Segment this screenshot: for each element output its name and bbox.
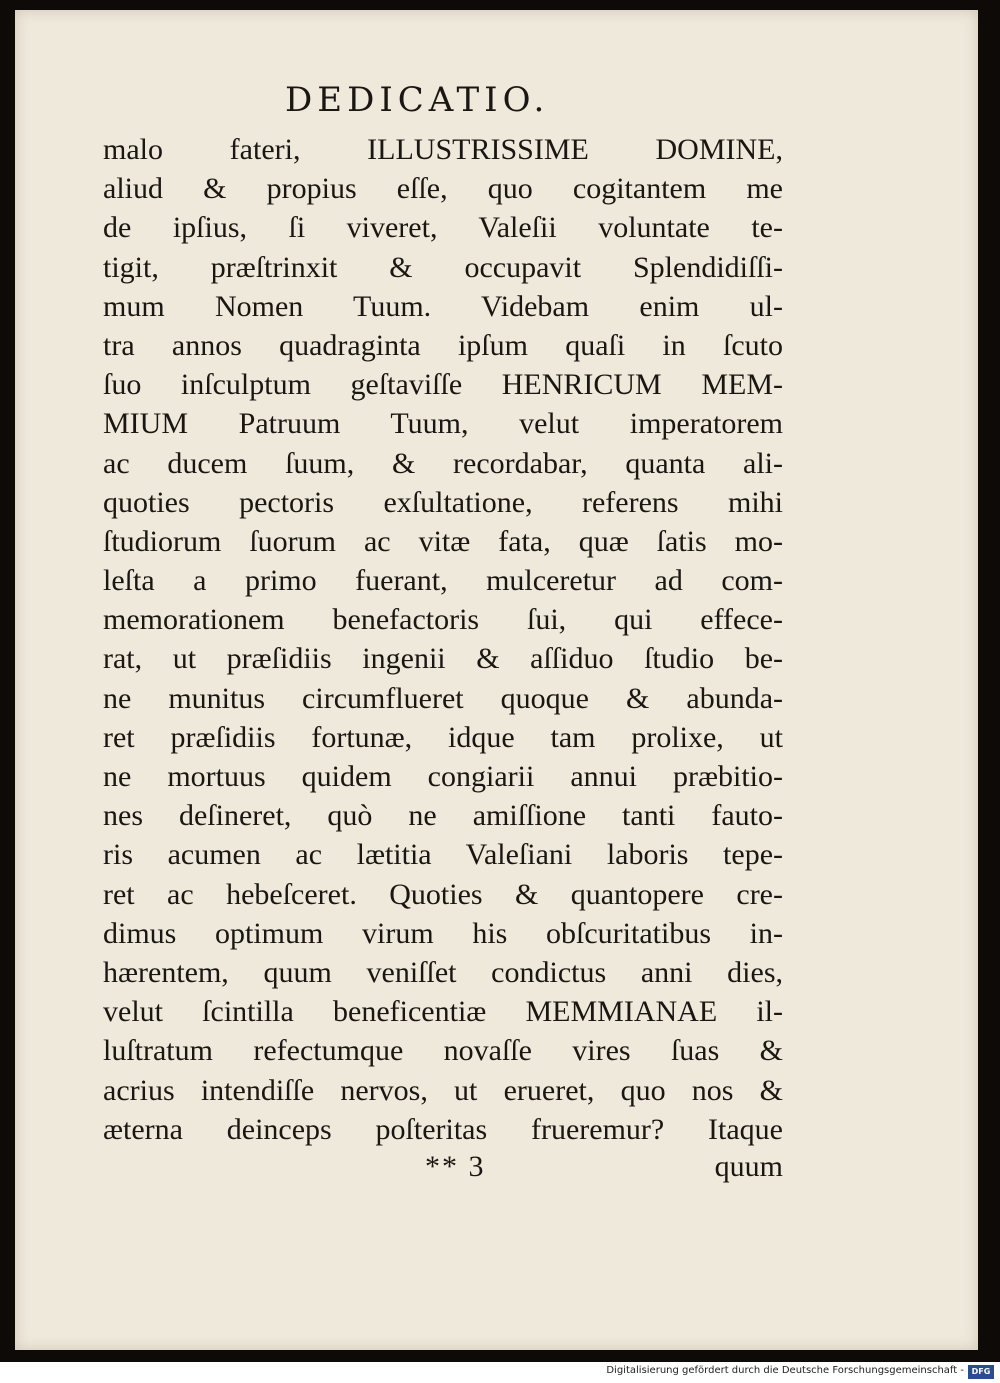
book-page xyxy=(15,10,978,1350)
text-line: ac ducem ſuum, & recordabar, quanta ali- xyxy=(103,446,783,480)
text-line: ret ac hebeſceret. Quoties & quantopere cre- xyxy=(103,877,783,911)
digitization-footer xyxy=(0,1362,1000,1383)
text-line: mum Nomen Tuum. Videbam enim ul- xyxy=(103,289,783,323)
text-line: MIUM Patruum Tuum, velut imperatorem xyxy=(103,407,783,441)
text-line: quoties pectoris exſultatione, referens mihi xyxy=(103,485,783,519)
text-line: luſtratum refectumque novaſſe vires ſuas & xyxy=(103,1034,783,1068)
text-line: rat, ut præſidiis ingenii & aſſiduo ſtudio be- xyxy=(103,642,783,676)
signature-mark: ** 3 xyxy=(425,1150,486,1183)
text-line: ne munitus circumflueret quoque & abunda- xyxy=(103,681,783,715)
text-line: ſtudiorum ſuorum ac vitæ fata, quæ ſatis mo- xyxy=(103,524,783,558)
text-line: æterna deinceps poſteritas frueremur? Itaque xyxy=(103,1112,783,1146)
text-line: hærentem, quum veniſſet condictus anni dies, xyxy=(103,955,783,989)
catchword: quum xyxy=(714,1150,783,1183)
text-line: ret præſidiis fortunæ, idque tam prolixe, ut xyxy=(103,720,783,754)
text-line: dimus optimum virum his obſcuritatibus in- xyxy=(103,916,783,950)
text-line: ris acumen ac lætitia Valeſiani laboris tepe- xyxy=(103,838,783,872)
text-line: leſta a primo fuerant, mulceretur ad com- xyxy=(103,564,783,598)
text-line: acrius intendiſſe nervos, ut erueret, quo nos & xyxy=(103,1073,783,1107)
text-line: memorationem benefactoris ſui, qui effece- xyxy=(103,603,783,637)
dfg-logo-icon: DFG xyxy=(968,1365,994,1379)
text-line: tigit, præſtrinxit & occupavit Splendidiſſi- xyxy=(103,250,783,284)
text-line: de ipſius, ſi viveret, Valeſii voluntate te- xyxy=(103,211,783,245)
text-line: velut ſcintilla beneficentiæ MEMMIANAE il- xyxy=(103,995,783,1029)
page-footer-row xyxy=(103,1150,783,1190)
text-line: ſuo inſculptum geſtaviſſe HENRICUM MEM- xyxy=(103,368,783,402)
text-line: ne mortuus quidem congiarii annui præbitio- xyxy=(103,760,783,793)
funding-credit: Digitalisierung gefördert durch die Deutsche Forschungsgemeinschaft - xyxy=(606,1365,964,1376)
text-line: malo fateri, ILLUSTRISSIME DOMINE, xyxy=(103,133,783,166)
text-line: tra annos quadraginta ipſum quaſi in ſcuto xyxy=(103,328,783,362)
text-line: aliud & propius eſſe, quo cogitantem me xyxy=(103,172,783,206)
text-line: nes deſineret, quò ne amiſſione tanti fauto- xyxy=(103,799,783,833)
body-text xyxy=(103,130,783,1149)
running-head: DEDICATIO. xyxy=(285,80,550,120)
